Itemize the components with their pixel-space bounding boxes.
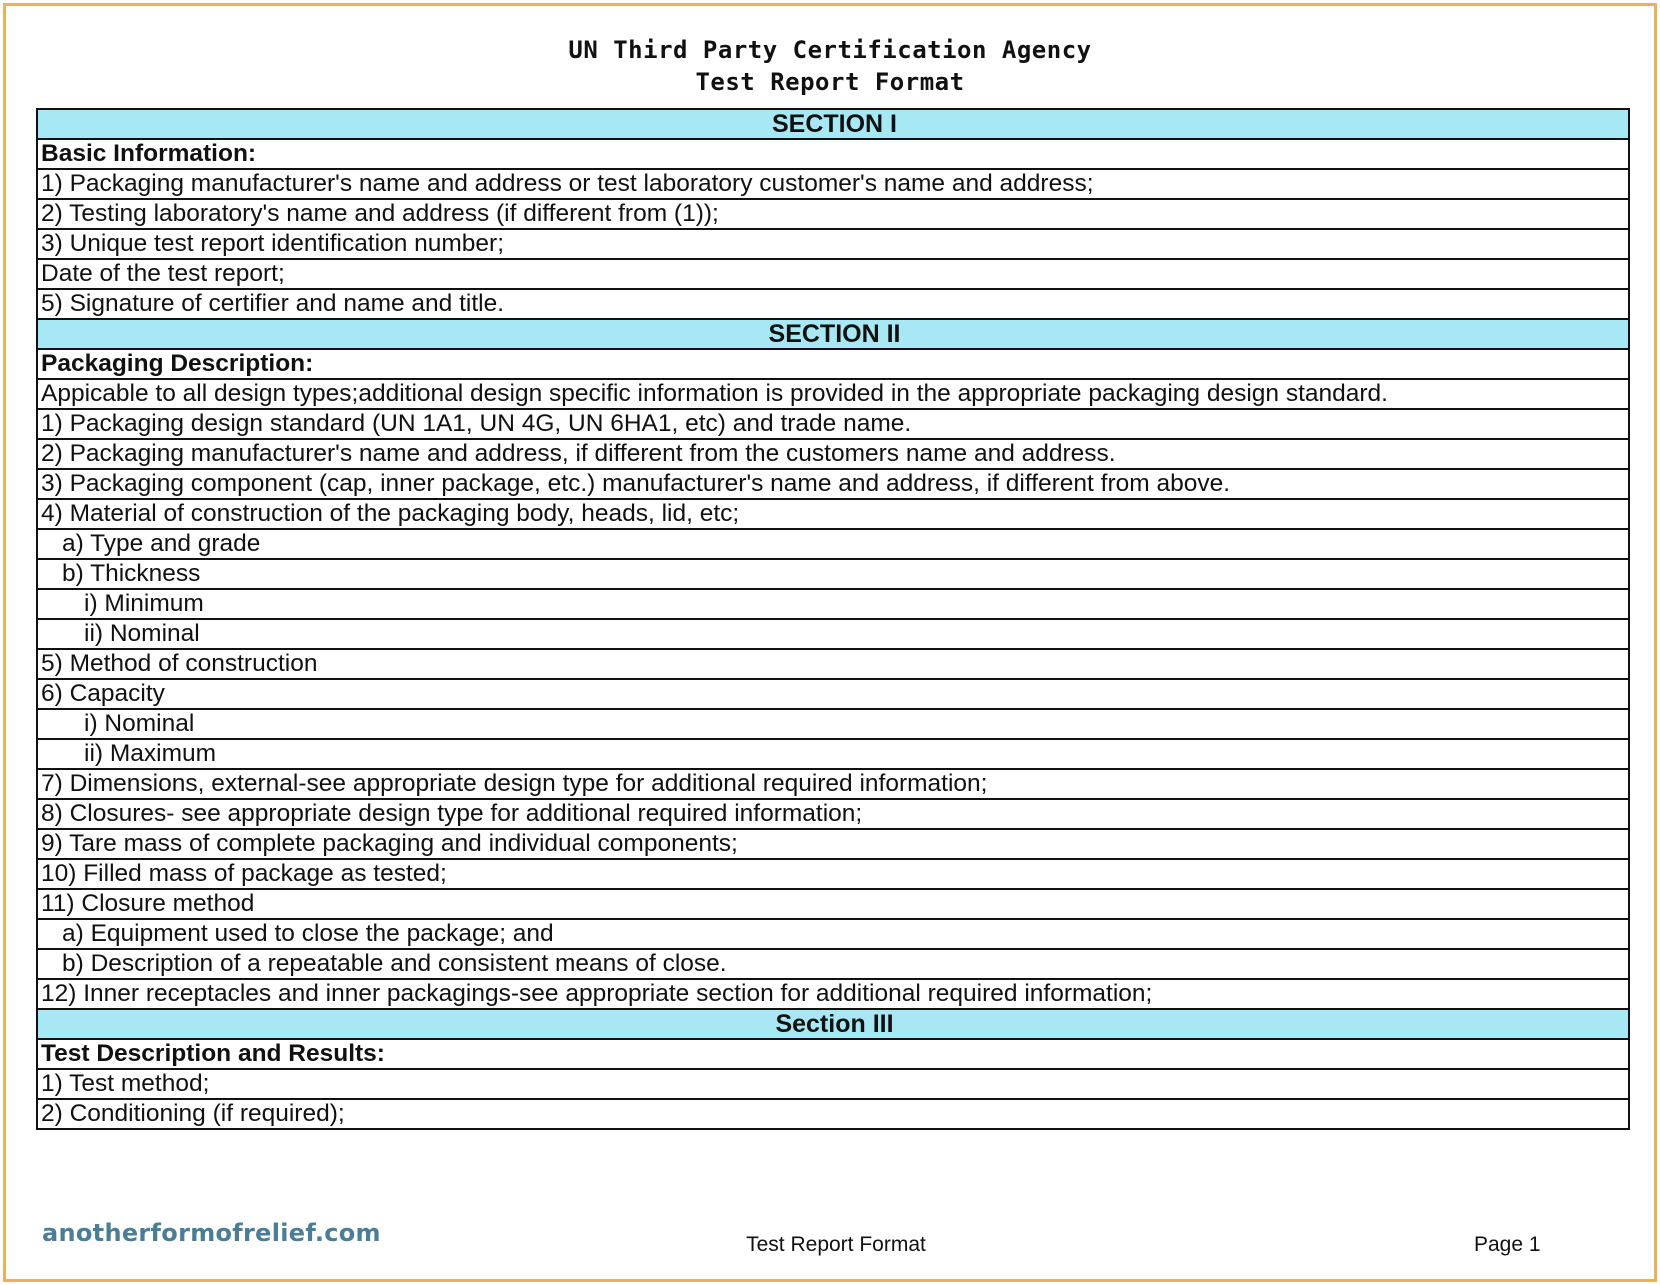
row-text: a) Type and grade (37, 529, 1629, 559)
table-row (37, 949, 1629, 979)
section-title: SECTION I (37, 109, 1629, 139)
row-text: 2) Conditioning (if required); (37, 1099, 1629, 1129)
table-row (37, 799, 1629, 829)
table-row (37, 769, 1629, 799)
table-row (37, 1069, 1629, 1099)
table-row (37, 169, 1629, 199)
table-row (37, 199, 1629, 229)
table-row (37, 889, 1629, 919)
table-row (37, 559, 1629, 589)
document-subtitle: Test Report Format (695, 68, 965, 96)
row-text: Date of the test report; (37, 259, 1629, 289)
table-row (37, 469, 1629, 499)
table-row (37, 679, 1629, 709)
section-header-row (37, 1009, 1629, 1039)
section-heading: Basic Information: (37, 139, 1629, 169)
section-title: SECTION II (37, 319, 1629, 349)
row-text: 5) Method of construction (37, 649, 1629, 679)
row-text: 8) Closures- see appropriate design type for additional required information; (37, 799, 1629, 829)
table-row (37, 829, 1629, 859)
table-row (37, 529, 1629, 559)
table-row (37, 409, 1629, 439)
row-text: Appicable to all design types;additional design specific information is provided in the appropriate packaging design standard. (37, 379, 1629, 409)
row-text: a) Equipment used to close the package; and (37, 919, 1629, 949)
table-row (37, 589, 1629, 619)
section-title: Section III (37, 1009, 1629, 1039)
row-text: 2) Packaging manufacturer's name and address, if different from the customers name and address. (37, 439, 1629, 469)
table-row (37, 859, 1629, 889)
row-text: 9) Tare mass of complete packaging and individual components; (37, 829, 1629, 859)
footer-title: Test Report Format (746, 1233, 926, 1256)
section-heading: Test Description and Results: (37, 1039, 1629, 1069)
row-text: 4) Material of construction of the packaging body, heads, lid, etc; (37, 499, 1629, 529)
row-text: 2) Testing laboratory's name and address (if different from (1)); (37, 199, 1629, 229)
row-text: 10) Filled mass of package as tested; (37, 859, 1629, 889)
row-text: b) Description of a repeatable and consistent means of close. (37, 949, 1629, 979)
row-text: b) Thickness (37, 559, 1629, 589)
row-text: 11) Closure method (37, 889, 1629, 919)
document-page (3, 3, 1657, 1282)
row-text: 3) Packaging component (cap, inner package, etc.) manufacturer's name and address, if different from above. (37, 469, 1629, 499)
row-text: 1) Packaging manufacturer's name and address or test laboratory customer's name and address; (37, 169, 1629, 199)
table-row (37, 739, 1629, 769)
row-text: i) Minimum (37, 589, 1629, 619)
table-row (37, 499, 1629, 529)
section-heading-row (37, 139, 1629, 169)
table-row (37, 979, 1629, 1009)
section-header-row (37, 109, 1629, 139)
table-row (37, 229, 1629, 259)
row-text: ii) Maximum (37, 739, 1629, 769)
row-text: 1) Packaging design standard (UN 1A1, UN 4G, UN 6HA1, etc) and trade name. (37, 409, 1629, 439)
row-text: ii) Nominal (37, 619, 1629, 649)
table-row (37, 919, 1629, 949)
table-row (37, 649, 1629, 679)
table-row (37, 619, 1629, 649)
page-number: Page 1 (1474, 1233, 1541, 1256)
row-text: 1) Test method; (37, 1069, 1629, 1099)
table-row (37, 289, 1629, 319)
row-text: 6) Capacity (37, 679, 1629, 709)
row-text: 12) Inner receptacles and inner packagings-see appropriate section for additional required information; (37, 979, 1629, 1009)
row-text: 3) Unique test report identification number; (37, 229, 1629, 259)
table-row (37, 379, 1629, 409)
document-title: UN Third Party Certification Agency (568, 36, 1092, 64)
row-text: i) Nominal (37, 709, 1629, 739)
watermark-text: anotherformofrelief.com (42, 1219, 381, 1247)
row-text: 7) Dimensions, external-see appropriate design type for additional required information; (37, 769, 1629, 799)
table-row (37, 439, 1629, 469)
section-header-row (37, 319, 1629, 349)
section-heading-row (37, 349, 1629, 379)
table-row (37, 259, 1629, 289)
section-heading-row (37, 1039, 1629, 1069)
report-table (36, 108, 1630, 1130)
table-row (37, 1099, 1629, 1129)
table-row (37, 709, 1629, 739)
row-text: 5) Signature of certifier and name and title. (37, 289, 1629, 319)
section-heading: Packaging Description: (37, 349, 1629, 379)
